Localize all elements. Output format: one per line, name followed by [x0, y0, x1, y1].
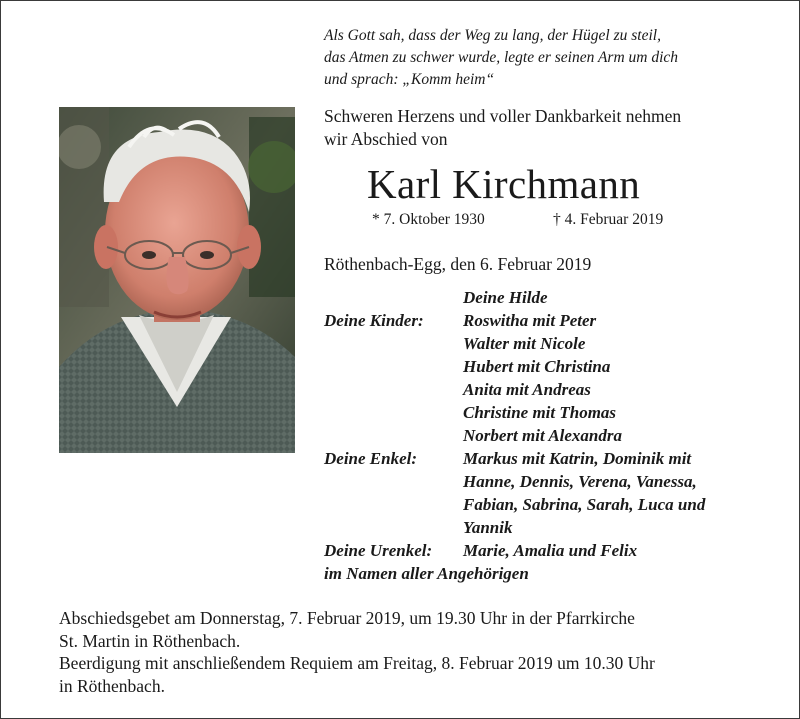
spouse-name: Deine Hilde — [463, 288, 548, 307]
intro-text — [324, 105, 764, 151]
portrait-photo — [59, 107, 295, 453]
intro-line: Schweren Herzens und voller Dankbarkeit nehmen — [324, 106, 682, 126]
funeral-line: in Röthenbach. — [59, 676, 165, 696]
prayer-line: St. Martin in Röthenbach. — [59, 631, 241, 651]
spouse-row — [324, 286, 784, 309]
child-entry: Norbert mit Alexandra — [463, 426, 622, 445]
funeral-line: Beerdigung mit anschließendem Requiem am Freitag, 8. Februar 2019 um 10.30 Uhr — [59, 653, 655, 673]
grandchildren-line: Fabian, Sabrina, Sarah, Luca und — [463, 495, 706, 514]
child-entry: Hubert mit Christina — [463, 357, 611, 376]
intro-line: wir Abschied von — [324, 129, 448, 149]
poem-line: und sprach: „Komm heim“ — [324, 71, 495, 88]
funeral-notice — [59, 652, 779, 698]
child-entry: Walter mit Nicole — [463, 334, 586, 353]
great-grandchildren-names: Marie, Amalia und Felix — [463, 541, 638, 560]
grandchildren-row — [324, 447, 784, 539]
grandchildren-label: Deine Enkel: — [324, 449, 418, 468]
closing-line: im Namen aller Angehörigen — [324, 564, 529, 583]
family-list — [324, 286, 784, 585]
children-label: Deine Kinder: — [324, 311, 424, 330]
grandchildren-line: Markus mit Katrin, Dominik mit — [463, 449, 692, 468]
child-entry: Christine mit Thomas — [463, 403, 617, 422]
deceased-name: Karl Kirchmann — [367, 161, 641, 207]
prayer-line: Abschiedsgebet am Donnerstag, 7. Februar 2019, um 19.30 Uhr in der Pfarrkirche — [59, 608, 635, 628]
place-date: Röthenbach-Egg, den 6. Februar 2019 — [324, 254, 592, 274]
child-entry: Anita mit Andreas — [463, 380, 591, 399]
great-grandchildren-label: Deine Urenkel: — [324, 541, 433, 560]
prayer-notice — [59, 607, 779, 653]
death-date: † 4. Februar 2019 — [553, 211, 664, 228]
birth-date: * 7. Oktober 1930 — [372, 211, 485, 228]
children-row — [324, 309, 784, 447]
child-entry: Roswitha mit Peter — [463, 311, 597, 330]
grandchildren-line: Hanne, Dennis, Verena, Vanessa, — [463, 472, 697, 491]
poem-quote — [324, 25, 784, 91]
great-grandchildren-row — [324, 539, 784, 562]
poem-line: Als Gott sah, dass der Weg zu lang, der Hügel zu steil, — [324, 27, 661, 44]
poem-line: das Atmen zu schwer wurde, legte er seinen Arm um dich — [324, 49, 679, 66]
grandchildren-line: Yannik — [463, 518, 513, 537]
